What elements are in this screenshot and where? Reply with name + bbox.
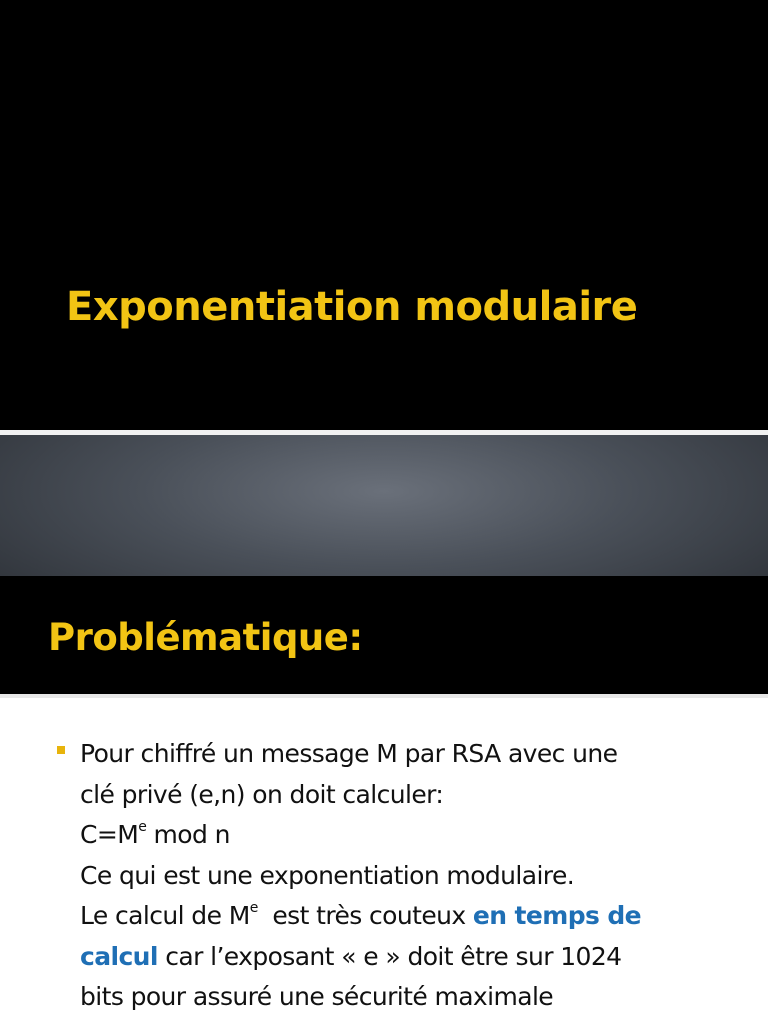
formula-mod: mod n (146, 820, 230, 849)
formula-base: C=M (80, 820, 139, 849)
bullet-square-icon (57, 746, 65, 754)
slide-title: Problématique: (48, 616, 363, 659)
slide-gradient-band (0, 435, 768, 576)
formula-exponent: e (138, 819, 147, 835)
highlight-text: en temps de (472, 901, 642, 930)
bullet-line: bits pour assuré une sécurité maximale (80, 982, 554, 1011)
bullet-line: Pour chiffré un message M par RSA avec une (80, 739, 618, 768)
bullet-line (80, 937, 740, 978)
bullet-paragraph (80, 734, 740, 1018)
highlight-text: calcul (80, 941, 158, 971)
formula-line (80, 815, 740, 856)
text-segment: Le calcul de M (80, 901, 250, 930)
slide-1 (0, 0, 768, 430)
bullet-line: clé privé (e,n) on doit calculer: (80, 779, 444, 809)
bullet-line (80, 896, 740, 937)
bullet-line: Ce qui est une exponentiation modulaire. (80, 860, 575, 890)
slide-title: Exponentiation modulaire (66, 284, 638, 330)
slide-2-body (0, 698, 768, 1024)
exponent: e (249, 900, 258, 916)
text-segment: car l’exposant « e » doit être sur 1024 (157, 941, 622, 971)
text-segment: est très couteux (257, 901, 473, 930)
slide-2-header (0, 576, 768, 694)
